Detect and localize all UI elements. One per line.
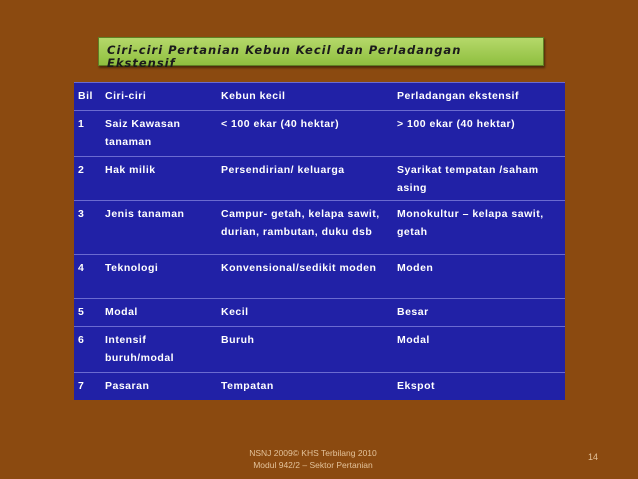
table-cell: Intensif buruh/modal (101, 327, 217, 373)
header-cell: Bil (74, 83, 101, 111)
table-cell: Pasaran (101, 373, 217, 400)
table-cell: Hak milik (101, 157, 217, 201)
slide-title-line2: Ekstensif (107, 56, 176, 70)
table-cell: Jenis tanaman (101, 201, 217, 255)
table-cell: Modal (101, 299, 217, 327)
table-cell: < 100 ekar (40 hektar) (217, 111, 393, 157)
table-row (74, 255, 565, 299)
slide-title (107, 44, 461, 70)
table-cell: Kecil (217, 299, 393, 327)
table-row (74, 157, 565, 201)
table-cell: 3 (74, 201, 101, 255)
comparison-table (74, 82, 565, 400)
table-cell: 4 (74, 255, 101, 299)
page-number: 14 (588, 452, 599, 462)
table-row (74, 201, 565, 255)
table-cell: Monokultur – kelapa sawit, getah (393, 201, 565, 255)
table-cell: Ekspot (393, 373, 565, 400)
table-cell: Konvensional/sedikit moden (217, 255, 393, 299)
table-cell: Besar (393, 299, 565, 327)
slide-footer (233, 447, 393, 471)
table-cell: 2 (74, 157, 101, 201)
table-cell: Moden (393, 255, 565, 299)
table-cell: 5 (74, 299, 101, 327)
slide-title-line1: Ciri-ciri Pertanian Kebun Kecil dan Perladangan (107, 43, 462, 57)
table-cell: Modal (393, 327, 565, 373)
table-cell: Tempatan (217, 373, 393, 400)
table-row (74, 373, 565, 400)
table-cell: Saiz Kawasan tanaman (101, 111, 217, 157)
table-row (74, 111, 565, 157)
table-cell: 1 (74, 111, 101, 157)
table-cell: 7 (74, 373, 101, 400)
table-cell: Campur- getah, kelapa sawit, durian, rambutan, duku dsb (217, 201, 393, 255)
table-cell: Teknologi (101, 255, 217, 299)
table-cell: 6 (74, 327, 101, 373)
table-cell: Syarikat tempatan /saham asing (393, 157, 565, 201)
footer-line2: Modul 942/2 – Sektor Pertanian (253, 460, 373, 470)
table-cell: Buruh (217, 327, 393, 373)
table-cell: > 100 ekar (40 hektar) (393, 111, 565, 157)
header-cell: Perladangan ekstensif (393, 83, 565, 111)
header-cell: Ciri-ciri (101, 83, 217, 111)
header-cell: Kebun kecil (217, 83, 393, 111)
slide-title-box (98, 37, 544, 70)
table-cell: Persendirian/ keluarga (217, 157, 393, 201)
table-row (74, 299, 565, 327)
table-row (74, 327, 565, 373)
table-header-row (74, 83, 565, 111)
footer-line1: NSNJ 2009© KHS Terbilang 2010 (249, 448, 377, 458)
